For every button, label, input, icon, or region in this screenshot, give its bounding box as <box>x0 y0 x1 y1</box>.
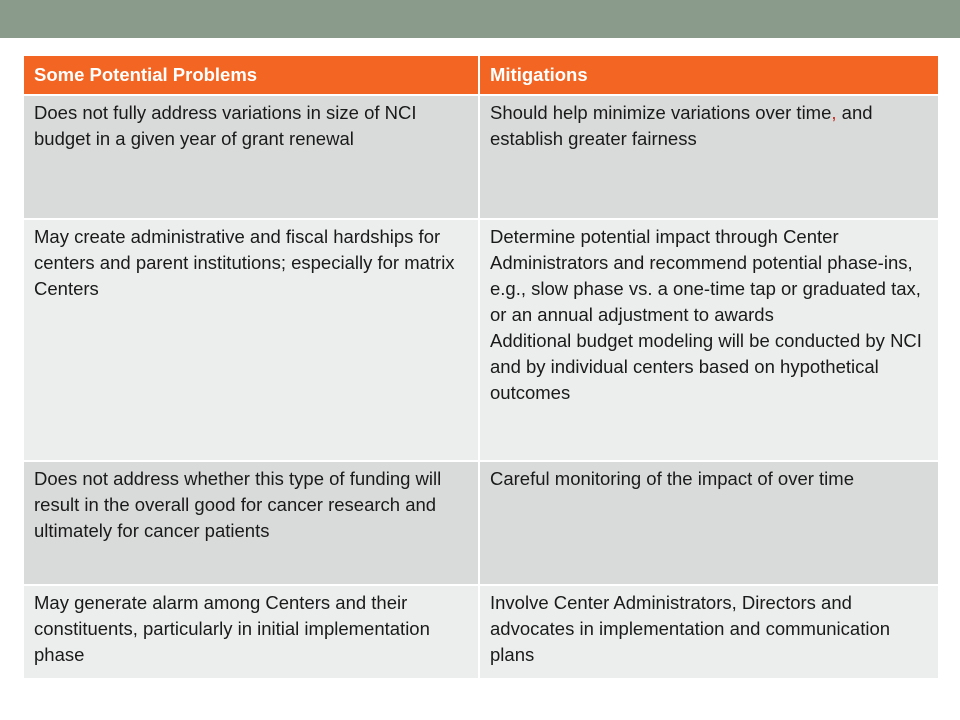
mitigation-text: Should help minimize variations over time <box>490 102 832 123</box>
mitigation-comma: , <box>831 102 837 123</box>
problem-cell: May create administrative and fiscal hardships for centers and parent institutions; especially for matrix Centers <box>24 218 480 460</box>
problems-mitigations-table <box>24 56 938 678</box>
table-row <box>24 460 938 584</box>
table-header-row <box>24 56 938 94</box>
header-mitigations: Mitigations <box>480 56 938 94</box>
mitigation-text-continued: and establish greater fairness <box>490 102 873 149</box>
mitigation-cell: Careful monitoring of the impact of over time <box>480 460 938 584</box>
mitigation-cell <box>480 218 938 460</box>
problem-cell: Does not fully address variations in size of NCI budget in a given year of grant renewal <box>24 94 480 218</box>
mitigation-cell: Involve Center Administrators, Directors and advocates in implementation and communication plans <box>480 584 938 678</box>
table-row <box>24 218 938 460</box>
problem-cell: Does not address whether this type of funding will result in the overall good for cancer research and ultimately for cancer patients <box>24 460 480 584</box>
table-row <box>24 584 938 678</box>
header-problems: Some Potential Problems <box>24 56 480 94</box>
mitigation-text: Determine potential impact through Center Administrators and recommend potential phase-ins, e.g., slow phase vs. a one-time tap or graduated tax, or an annual adjustment to awards <box>490 226 921 325</box>
problems-mitigations-table-container <box>24 56 938 678</box>
mitigation-text-extra: Additional budget modeling will be conducted by NCI and by individual centers based on hypothetical outcomes <box>490 330 922 403</box>
slide-top-bar <box>0 0 960 38</box>
mitigation-cell <box>480 94 938 218</box>
problem-cell: May generate alarm among Centers and their constituents, particularly in initial implementation phase <box>24 584 480 678</box>
table-row <box>24 94 938 218</box>
